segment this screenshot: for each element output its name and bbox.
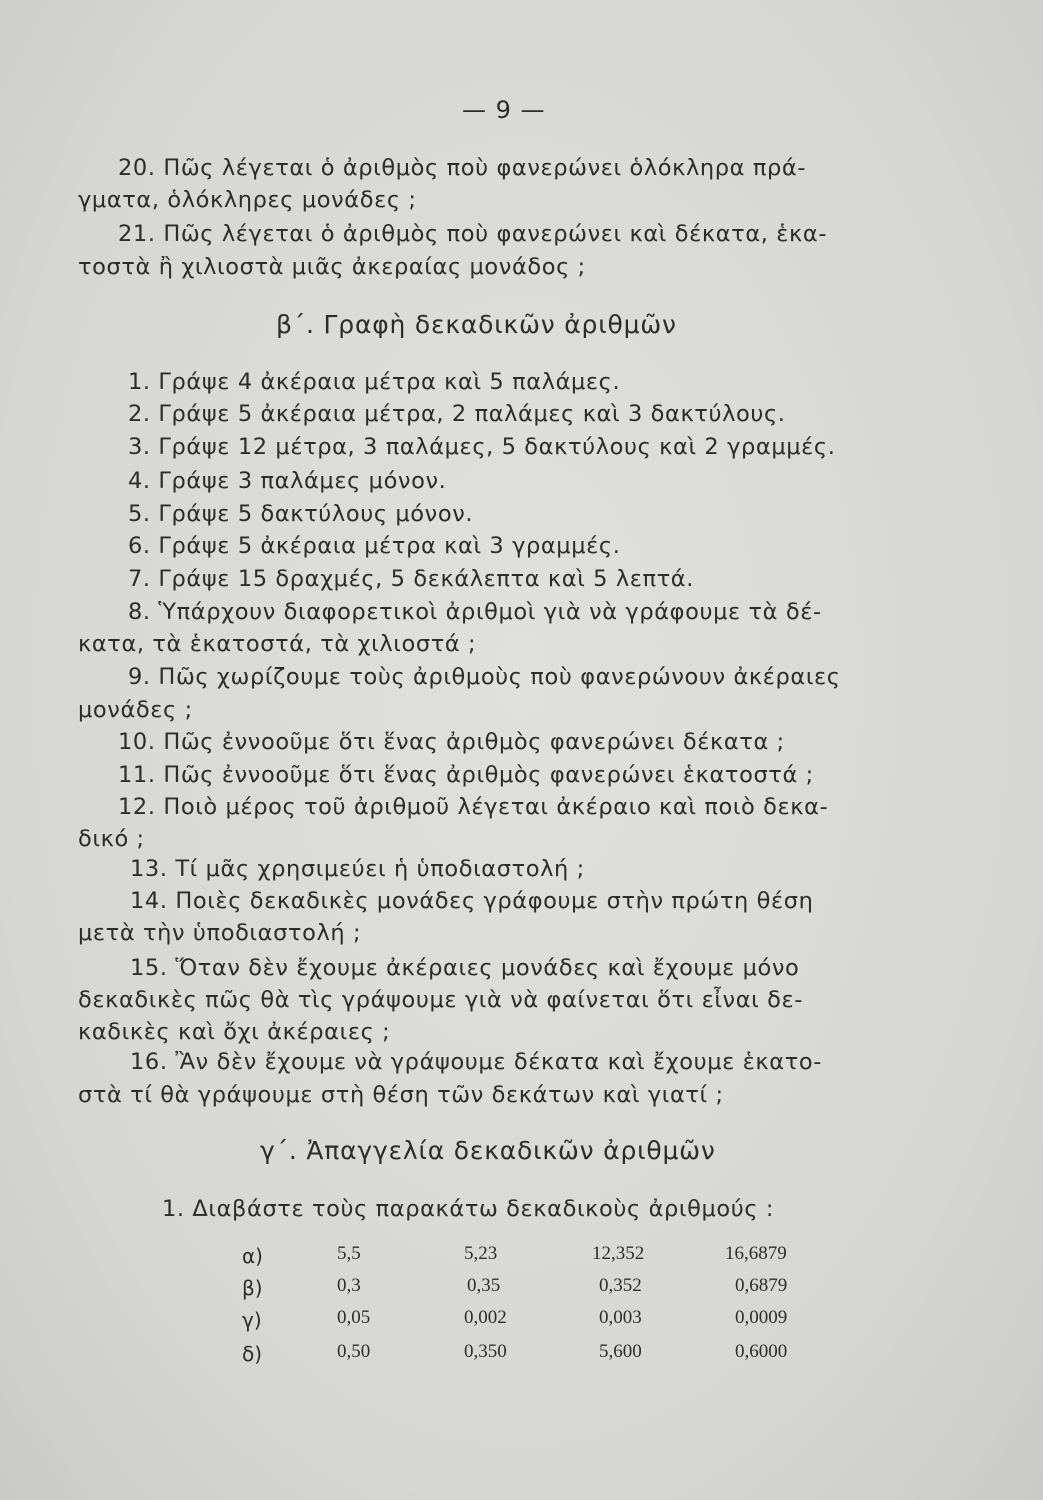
section-b-item-continued: μονάδες ; — [78, 697, 193, 723]
section-b-item-continued: δικό ; — [78, 826, 145, 852]
section-b-item: 4. Γράψε 3 παλάμες μόνον. — [128, 468, 447, 494]
question-21-line-1: 21. Πῶς λέγεται ὁ ἀριθμὸς ποὺ φανερώνει καὶ δέκατα, ἑκα- — [118, 221, 828, 247]
section-b-heading: β΄. Γραφὴ δεκαδικῶν ἀριθμῶν — [276, 310, 677, 339]
page-number: — 9 — — [462, 96, 546, 124]
question-21-line-2: τοστὰ ἢ χιλιοστὰ μιᾶς ἀκεραίας μονάδος ; — [78, 254, 586, 280]
table-row-label: γ) — [242, 1308, 262, 1332]
section-b-item-continued: στὰ τί θὰ γράψουμε στὴ θέση τῶν δεκάτων καὶ γιατί ; — [78, 1082, 724, 1108]
section-b-item: 16. Ἂν δὲν ἔχουμε νὰ γράψουμε δέκατα καὶ ἔχουμε ἑκατο- — [130, 1049, 822, 1075]
table-row-label: α) — [242, 1244, 263, 1268]
section-b-item: 10. Πῶς ἐννοοῦμε ὅτι ἕνας ἀριθμὸς φανερώνει δέκατα ; — [118, 729, 785, 755]
table-cell: 0,50 — [337, 1341, 371, 1362]
table-cell: 0,352 — [599, 1275, 642, 1296]
section-b-item-continued: κατα, τὰ ἑκατοστά, τὰ χιλιοστά ; — [78, 631, 477, 657]
section-b-item: 9. Πῶς χωρίζουμε τοὺς ἀριθμοὺς ποὺ φανερώνουν ἀκέραιες — [128, 664, 841, 690]
table-cell: 5,5 — [337, 1243, 361, 1264]
table-cell: 12,352 — [592, 1243, 645, 1264]
table-cell: 0,05 — [337, 1307, 371, 1328]
section-b-item: 6. Γράψε 5 ἀκέραια μέτρα καὶ 3 γραμμές. — [128, 533, 621, 559]
table-cell: 0,6879 — [735, 1275, 788, 1296]
section-b-item: 1. Γράψε 4 ἀκέραια μέτρα καὶ 5 παλάμες. — [128, 369, 621, 395]
table-cell: 5,23 — [464, 1243, 498, 1264]
table-cell: 0,6000 — [735, 1341, 788, 1362]
section-b-item: 5. Γράψε 5 δακτύλους μόνον. — [128, 501, 474, 527]
table-cell: 5,600 — [599, 1341, 642, 1362]
question-20-line-1: 20. Πῶς λέγεται ὁ ἀριθμὸς ποὺ φανερώνει ὁλόκληρα πρά- — [118, 155, 807, 181]
section-b-item: 8. Ὑπάρχουν διαφορετικοὶ ἀριθμοὶ γιὰ νὰ γράφουμε τὰ δέ- — [128, 599, 822, 625]
section-b-item: 13. Τί μᾶς χρησιμεύει ἡ ὑποδιαστολή ; — [130, 856, 585, 882]
table-row-label: δ) — [242, 1342, 263, 1366]
table-cell: 0,3 — [337, 1275, 361, 1296]
section-b-item-continued: μετὰ τὴν ὑποδιαστολή ; — [78, 920, 362, 946]
table-cell: 0,0009 — [735, 1307, 788, 1328]
question-20-line-2: γματα, ὁλόκληρες μονάδες ; — [78, 187, 417, 213]
table-cell: 16,6879 — [725, 1243, 787, 1264]
section-b-item: 14. Ποιὲς δεκαδικὲς μονάδες γράφουμε στὴν πρώτη θέση — [130, 888, 814, 914]
section-b-item-continued: καδικὲς καὶ ὄχι ἀκέραιες ; — [78, 1019, 391, 1045]
section-b-item: 11. Πῶς ἐννοοῦμε ὅτι ἕνας ἀριθμὸς φανερώνει ἑκατοστά ; — [118, 762, 814, 788]
section-b-item: 7. Γράψε 15 δραχμές, 5 δεκάλεπτα καὶ 5 λεπτά. — [128, 566, 694, 592]
table-cell: 0,35 — [467, 1275, 501, 1296]
table-cell: 0,350 — [464, 1341, 507, 1362]
section-b-item: 12. Ποιὸ μέρος τοῦ ἀριθμοῦ λέγεται ἀκέραιο καὶ ποιὸ δεκα- — [118, 794, 829, 820]
section-c-question-1: 1. Διαβάστε τοὺς παρακάτω δεκαδικοὺς ἀριθμούς : — [162, 1196, 775, 1222]
section-b-item-continued: δεκαδικὲς πῶς θὰ τὶς γράψουμε γιὰ νὰ φαίνεται ὅτι εἶναι δε- — [78, 987, 803, 1013]
table-cell: 0,002 — [464, 1307, 507, 1328]
section-b-item: 2. Γράψε 5 ἀκέραια μέτρα, 2 παλάμες καὶ 3 δακτύλους. — [128, 401, 786, 427]
section-c-heading: γ΄. Ἀπαγγελία δεκαδικῶν ἀριθμῶν — [260, 1136, 716, 1165]
section-b-item: 3. Γράψε 12 μέτρα, 3 παλάμες, 5 δακτύλους καὶ 2 γραμμές. — [128, 434, 836, 460]
table-cell: 0,003 — [599, 1307, 642, 1328]
section-b-item: 15. Ὅταν δὲν ἔχουμε ἀκέραιες μονάδες καὶ ἔχουμε μόνο — [130, 955, 800, 981]
table-row-label: β) — [242, 1276, 263, 1300]
